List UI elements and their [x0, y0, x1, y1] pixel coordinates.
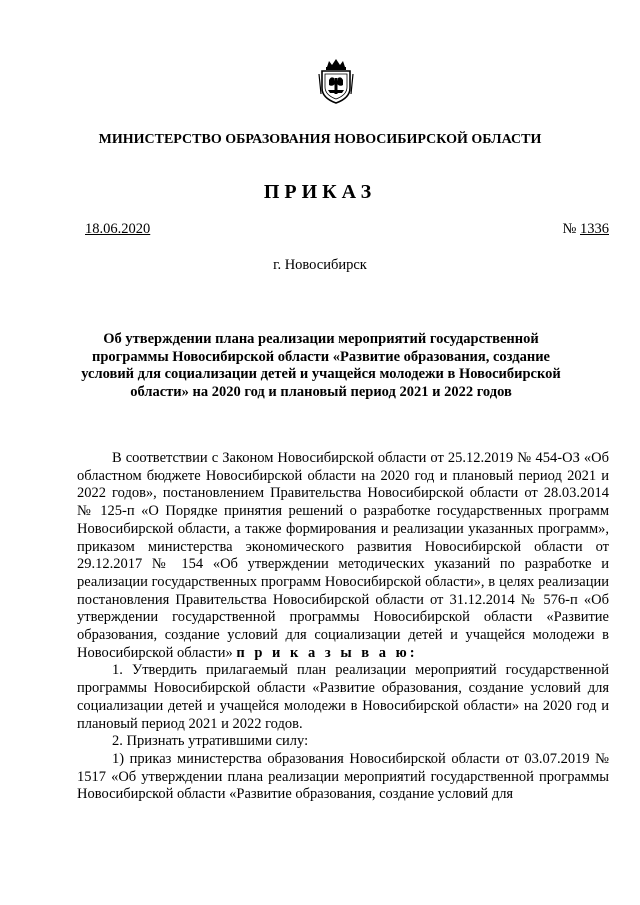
- city: г. Новосибирск: [273, 257, 367, 273]
- order-number-prefix: №: [562, 221, 577, 237]
- order-subject: Об утверждении плана реализации мероприятий государственной программы Новосибирской области «Развитие образования, создание условий для социализации детей и учащейся молодежи в Новосибирской области» на 2020 год и плановый период 2021 и 2022 годов: [81, 331, 561, 400]
- preamble-paragraph: [77, 450, 609, 662]
- order-date: 18.06.2020: [85, 221, 151, 237]
- item-2-1-paragraph: 1) приказ министерства образования Новосибирской области от 03.07.2019 № 1517 «Об утверждении плана реализации мероприятий государственной программы Новосибирской области «Развитие образования, создание условий для: [77, 750, 609, 803]
- preamble-text: В соответствии с Законом Новосибирской области от 25.12.2019 № 454-ОЗ «Об областном бюджете Новосибирской области на 2020 год и плановый период 2021 и 2022 годов», постановлением Правительства Новосибирской области от 28.03.2014 № 125-п «О Порядке принятия решений о разработке государственных программ Новосибирской области, а также формирования и реализации указанных программ», приказом министерства экономического развития Новосибирской области от 29.12.2017 № 154 «Об утверждении методических указаний по разработке и реализации государственных программ Новосибирской области», в целях реализации постановления Правительства Новосибирской области от 31.12.2014 № 576-п «Об утверждении государственной программы Новосибирской области «Развитие образования, создание условий для социализации детей и учащейся молодежи в Новосибирской области»: [77, 450, 609, 661]
- document-type: ПРИКАЗ: [263, 181, 377, 203]
- ministry-name: МИНИСТЕРСТВО ОБРАЗОВАНИЯ НОВОСИБИРСКОЙ ОБЛАСТИ: [98, 132, 542, 147]
- order-word: п р и к а з ы в а ю:: [236, 644, 418, 661]
- order-number-value: 1336: [580, 221, 609, 237]
- order-body: [77, 450, 609, 804]
- coat-of-arms-icon: [318, 58, 354, 104]
- item-1-paragraph: 1. Утвердить прилагаемый план реализации мероприятий государственной программы Новосибирской области «Развитие образования, создание условий для социализации детей и учащейся молодежи в Новосибирской области» на 2020 год и плановый период 2021 и 2022 годов.: [77, 662, 609, 732]
- order-number: [563, 221, 609, 238]
- item-2-paragraph: 2. Признать утратившими силу:: [112, 733, 309, 750]
